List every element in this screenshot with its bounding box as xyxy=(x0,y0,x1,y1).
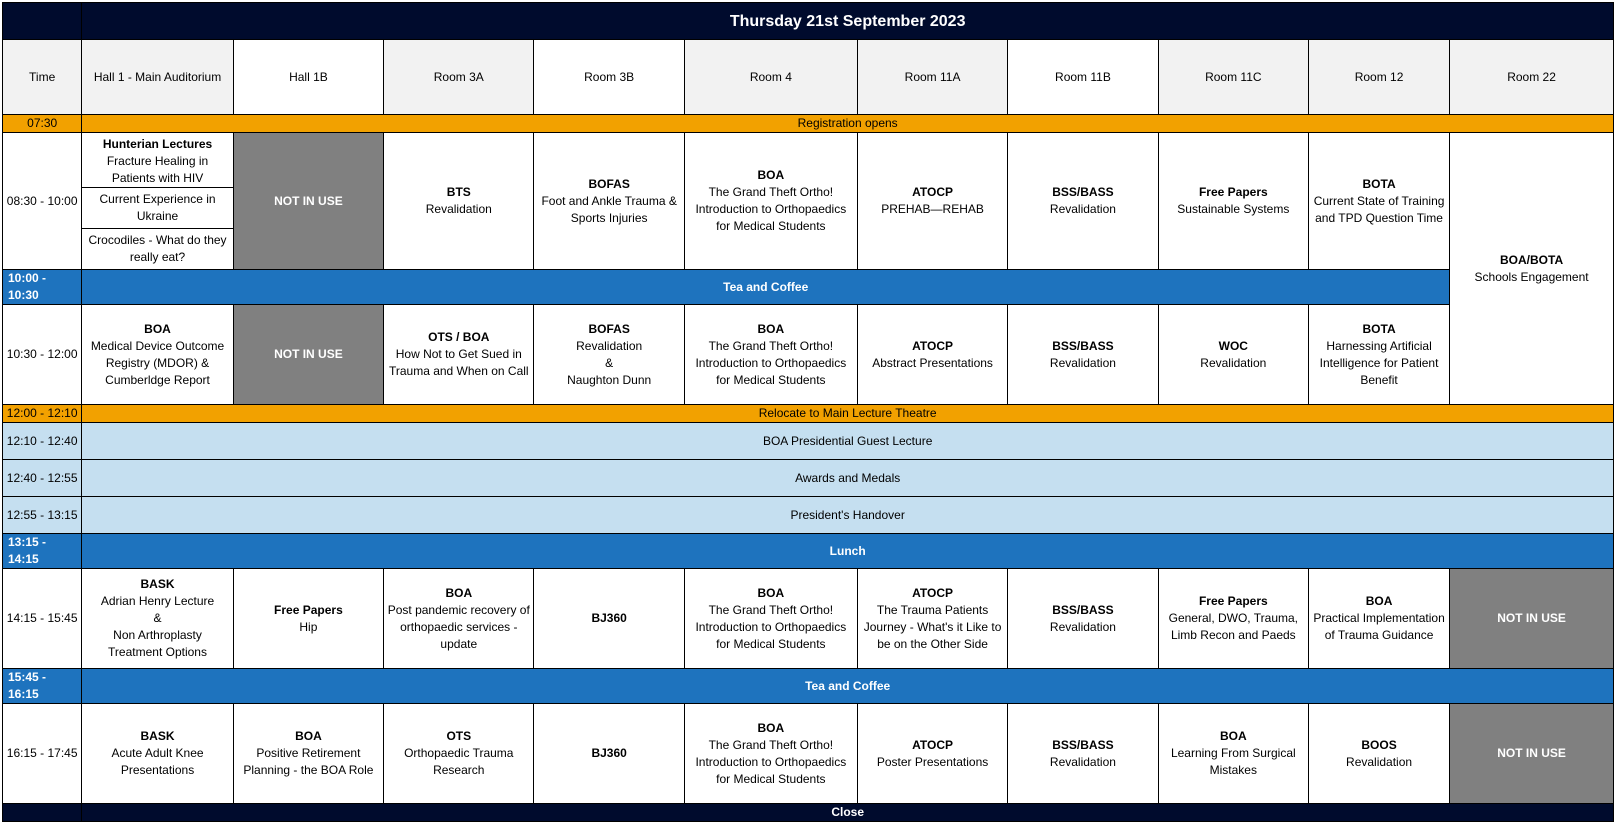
session-cell xyxy=(684,133,857,270)
session-cell xyxy=(857,305,1007,405)
session-host: BOFAS xyxy=(588,321,630,336)
session-title: Poster Presentations xyxy=(876,754,989,769)
session-cell xyxy=(82,704,233,804)
session-cell xyxy=(684,305,857,405)
session-host: BTS xyxy=(446,185,471,199)
session-host: Hunterian Lectures xyxy=(102,137,213,151)
close-row xyxy=(3,804,1614,822)
time-cell: 12:40 - 12:55 xyxy=(3,460,82,497)
session-title: Fracture Healing in Patients with HIV xyxy=(106,154,209,185)
session-host: BOA xyxy=(757,321,785,336)
session-cell xyxy=(684,569,857,669)
session-title: Revalidation xyxy=(1049,202,1116,216)
session-host: Free Papers xyxy=(1198,594,1268,608)
header-room: Room 3A xyxy=(384,40,534,115)
session-cell xyxy=(1158,569,1308,669)
session-title: Foot and Ankle Trauma & Sports Injuries xyxy=(541,193,677,225)
not-in-use-cell: NOT IN USE xyxy=(1450,569,1614,669)
session-title: Practical Implementation of Trauma Guidance xyxy=(1313,611,1445,642)
header-room: Room 22 xyxy=(1450,40,1614,115)
session-title: Sustainable Systems xyxy=(1177,202,1290,216)
session-host: ATOCP xyxy=(912,338,954,353)
session-title: Revalidation xyxy=(576,338,643,353)
session-host: BOTA xyxy=(1362,176,1396,191)
plenary-label: BOA Presidential Guest Lecture xyxy=(82,423,1614,460)
header-room: Hall 1 - Main Auditorium xyxy=(82,40,233,115)
session-cell xyxy=(684,704,857,804)
session-cell xyxy=(1008,569,1158,669)
session-title: Abstract Presentations xyxy=(872,355,993,370)
session-title: Revalidation xyxy=(1049,754,1116,769)
break-label: Relocate to Main Lecture Theatre xyxy=(82,405,1614,423)
session-title: Introduction to Orthopaedics for Medical Students xyxy=(695,619,847,651)
session-host: BSS/BASS xyxy=(1052,602,1114,617)
session-cell xyxy=(1309,305,1450,405)
title-row xyxy=(3,3,1614,40)
time-cell: 15:45 - 16:15 xyxy=(3,669,82,704)
session-host: BOFAS xyxy=(588,176,630,191)
session-title: Hip xyxy=(299,619,318,634)
not-in-use-cell: NOT IN USE xyxy=(233,305,383,405)
header-time: Time xyxy=(3,40,82,115)
session-cell xyxy=(1309,569,1450,669)
time-cell: 10:00 - 10:30 xyxy=(3,270,82,305)
time-cell: 16:15 - 17:45 xyxy=(3,704,82,804)
session-host: OTS / BOA xyxy=(428,330,490,344)
header-room: Room 12 xyxy=(1309,40,1450,115)
session-cell xyxy=(384,569,534,669)
session-host: BASK xyxy=(140,577,175,591)
session-title: Post pandemic recovery of orthopaedic services - update xyxy=(387,602,530,651)
schools-engagement-cell xyxy=(1450,133,1614,405)
session-host: OTS xyxy=(446,729,472,743)
header-room: Room 3B xyxy=(534,40,684,115)
session-cell xyxy=(82,569,233,669)
header-room: Room 11C xyxy=(1158,40,1308,115)
break-label: Tea and Coffee xyxy=(82,270,1450,305)
session-row xyxy=(3,305,1614,405)
not-in-use-cell: NOT IN USE xyxy=(1450,704,1614,804)
time-cell: 12:55 - 13:15 xyxy=(3,497,82,534)
session-cell xyxy=(857,704,1007,804)
session-cell xyxy=(1008,133,1158,270)
session-cell xyxy=(1008,704,1158,804)
session-title: Crocodiles - What do they really eat? xyxy=(82,228,232,269)
break-label: Lunch xyxy=(82,534,1614,569)
session-title: Learning From Surgical Mistakes xyxy=(1170,746,1296,777)
time-cell: 10:30 - 12:00 xyxy=(3,305,82,405)
session-host: ATOCP xyxy=(912,585,954,600)
hunterian-lectures-cell xyxy=(82,133,233,270)
session-host: ATOCP xyxy=(912,737,954,752)
relocate-row xyxy=(3,405,1614,423)
session-cell xyxy=(534,305,684,405)
registration-row xyxy=(3,115,1614,133)
session-host: WOC xyxy=(1218,338,1248,353)
session-title: Adrian Henry Lecture xyxy=(100,594,215,608)
session-cell xyxy=(384,133,534,270)
session-cell xyxy=(82,305,233,405)
session-cell xyxy=(1158,704,1308,804)
session-title: The Grand Theft Ortho! xyxy=(708,602,834,617)
session-cell xyxy=(233,569,383,669)
plenary-label: Awards and Medals xyxy=(82,460,1614,497)
session-title: Non Arthroplasty Treatment Options xyxy=(108,628,207,659)
header-room: Room 11B xyxy=(1008,40,1158,115)
session-cell xyxy=(233,704,383,804)
session-title: Medical Device Outcome Registry (MDOR) & Cumberldge Report xyxy=(90,338,225,387)
session-row xyxy=(3,569,1614,669)
session-cell xyxy=(857,569,1007,669)
session-host: BOA xyxy=(144,321,171,336)
header-room: Hall 1B xyxy=(233,40,383,115)
tea-row xyxy=(3,669,1614,704)
session-host: BASK xyxy=(140,729,175,743)
session-host: BSS/BASS xyxy=(1052,338,1114,353)
header-room: Room 4 xyxy=(684,40,857,115)
session-title: Current Experience in Ukraine xyxy=(82,187,232,228)
session-host: Free Papers xyxy=(1198,185,1268,199)
session-title: Orthopaedic Trauma Research xyxy=(404,746,514,777)
header-row xyxy=(3,40,1614,115)
session-title: Acute Adult Knee Presentations xyxy=(111,746,204,777)
session-host: BOA xyxy=(757,168,785,182)
session-title: Naughton Dunn xyxy=(567,372,652,387)
session-row xyxy=(3,133,1614,270)
session-cell: BJ360 xyxy=(534,704,684,804)
plenary-row xyxy=(3,460,1614,497)
not-in-use-cell: NOT IN USE xyxy=(233,133,383,270)
session-host: BOA xyxy=(295,729,322,743)
header-room: Room 11A xyxy=(857,40,1007,115)
break-label: Tea and Coffee xyxy=(82,669,1614,704)
session-host: BSS/BASS xyxy=(1052,185,1114,199)
session-host: BOTA xyxy=(1362,321,1396,336)
session-title: Introduction to Orthopaedics for Medical Students xyxy=(695,202,847,233)
session-title: PREHAB—REHAB xyxy=(881,202,984,216)
page-title: Thursday 21st September 2023 xyxy=(82,3,1614,40)
session-cell xyxy=(1158,305,1308,405)
session-title: Current State of Training and TPD Question Time xyxy=(1313,193,1445,225)
session-title: Revalidation xyxy=(1049,355,1116,370)
session-title: The Grand Theft Ortho! xyxy=(708,338,834,353)
session-cell xyxy=(384,305,534,405)
session-cell xyxy=(1158,133,1308,270)
time-cell: 12:00 - 12:10 xyxy=(3,405,82,423)
session-host: BOA/BOTA xyxy=(1500,252,1564,267)
time-cell: 13:15 - 14:15 xyxy=(3,534,82,569)
break-label: Registration opens xyxy=(82,115,1614,133)
session-host: BOOS xyxy=(1361,737,1397,752)
session-host: Free Papers xyxy=(274,602,343,617)
session-cell xyxy=(534,133,684,270)
session-cell xyxy=(1309,133,1450,270)
session-host: BOA xyxy=(757,720,785,735)
session-title: Revalidation xyxy=(425,202,492,216)
session-host: BOA xyxy=(445,585,473,600)
time-cell: 12:10 - 12:40 xyxy=(3,423,82,460)
schedule-table xyxy=(2,2,1614,822)
session-cell xyxy=(857,133,1007,270)
session-title: Harnessing Artificial Intelligence for Patient Benefit xyxy=(1319,338,1439,387)
session-cell: BJ360 xyxy=(534,569,684,669)
session-title: Revalidation xyxy=(1200,355,1267,370)
session-title: & xyxy=(153,611,162,625)
tea-row xyxy=(3,270,1614,305)
session-host: ATOCP xyxy=(912,185,954,199)
session-host: BOA xyxy=(757,585,785,600)
session-cell xyxy=(384,704,534,804)
session-title: Introduction to Orthopaedics for Medical Students xyxy=(695,754,847,786)
session-cell xyxy=(1309,704,1450,804)
session-title: & xyxy=(605,355,614,370)
lunch-row xyxy=(3,534,1614,569)
session-row xyxy=(3,704,1614,804)
session-host: BSS/BASS xyxy=(1052,737,1114,752)
session-host: BOA xyxy=(1219,729,1247,743)
time-cell: 07:30 xyxy=(3,115,82,133)
session-host: BOA xyxy=(1365,594,1393,608)
session-title: Revalidation xyxy=(1049,619,1116,634)
session-title: Schools Engagement xyxy=(1474,269,1589,284)
close-label: Close xyxy=(82,804,1614,822)
session-cell xyxy=(1008,305,1158,405)
session-title: The Grand Theft Ortho! xyxy=(708,737,834,752)
session-title: How Not to Get Sued in Trauma and When on Call xyxy=(388,347,529,378)
plenary-row xyxy=(3,497,1614,534)
plenary-row xyxy=(3,423,1614,460)
session-title: General, DWO, Trauma, Limb Recon and Paeds xyxy=(1168,611,1298,642)
session-title: The Trauma Patients Journey - What's it Like to be on the Other Side xyxy=(863,602,1002,651)
time-cell: 14:15 - 15:45 xyxy=(3,569,82,669)
session-title: The Grand Theft Ortho! xyxy=(708,185,834,199)
time-cell: 08:30 - 10:00 xyxy=(3,133,82,270)
session-title: Revalidation xyxy=(1346,754,1413,769)
session-title: Positive Retirement Planning - the BOA Role xyxy=(243,746,374,777)
session-title: Introduction to Orthopaedics for Medical Students xyxy=(695,355,847,387)
plenary-label: President's Handover xyxy=(82,497,1614,534)
